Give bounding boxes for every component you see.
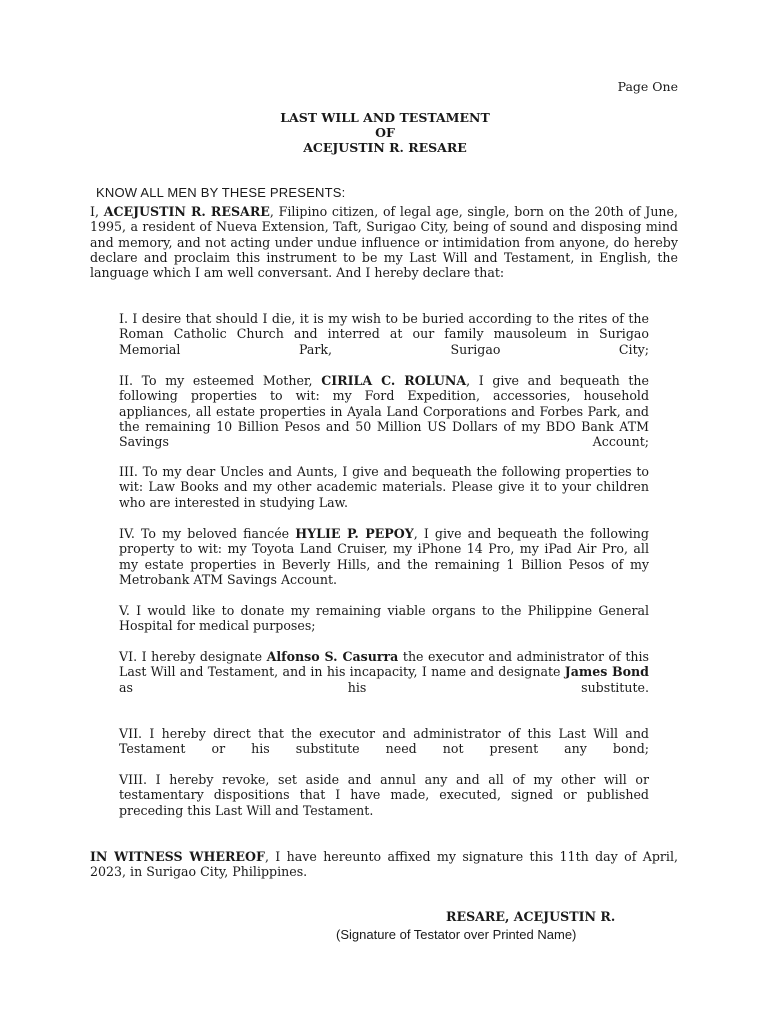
item-iv xyxy=(119,526,649,587)
substitute-name: James Bond xyxy=(564,664,649,680)
item-i: I. I desire that should I die, it is my wish to be buried according to the rites of the Roman Catholic Church and interred at our family mausoleum in Surigao Memorial Park, Surigao City; xyxy=(119,311,649,357)
title-line-2: OF xyxy=(375,125,395,140)
page-number: Page One xyxy=(617,79,678,94)
item-vi-after: as his substitute. xyxy=(119,679,649,695)
item-iv-after: , I give and bequeath the following property to wit: my Toyota Land Cruiser, my iPhone 14 Pro, my iPad Air Pro, all my estate properties in Beverly Hills, and the remaining 1 Billion Pesos of my Metrobank ATM Savings Account. xyxy=(119,526,649,587)
mother-name: CIRILA C. ROLUNA xyxy=(321,373,467,388)
item-ii xyxy=(119,373,649,449)
signature-caption: (Signature of Testator over Printed Name) xyxy=(336,927,577,942)
declaration-prefix: I, xyxy=(90,204,104,219)
witness-heading: IN WITNESS WHEREOF xyxy=(90,849,265,864)
item-iii: III. To my dear Uncles and Aunts, I give and bequeath the following properties to wit: Law Books and my other academic materials. Please give it to your children who are interested in studying Law. xyxy=(119,464,649,510)
signature-name: RESARE, ACEJUSTIN R. xyxy=(446,909,616,924)
declaration-paragraph xyxy=(90,204,678,280)
title-line-3: ACEJUSTIN R. RESARE xyxy=(303,140,467,155)
witness-text: , I have hereunto affixed my signature this 11th day of April, 2023, in Surigao City, Philippines. xyxy=(90,849,678,880)
item-vii: VII. I hereby direct that the executor and administrator of this Last Will and Testament or his substitute need not present any bond; xyxy=(119,726,649,757)
item-vi-before: VI. I hereby designate xyxy=(119,649,267,664)
item-vi xyxy=(119,649,649,695)
item-ii-before: II. To my esteemed Mother, xyxy=(119,373,322,388)
item-vi-middle: the executor and administrator of this Last Will and Testament, and in his incapacity, I name and designate xyxy=(119,649,649,680)
witness-paragraph xyxy=(90,849,678,880)
fiancee-name: HYLIE P. PEPOY xyxy=(295,526,414,541)
item-ii-after: , I give and bequeath the following properties to wit: my Ford Expedition, accessories, household appliances, all estate properties in Ayala Land Corporations and Forbes Park, and the remaining 10 Billion Pesos and 50 Million US Dollars of my BDO Bank ATM Savings Account; xyxy=(119,373,649,450)
item-viii: VIII. I hereby revoke, set aside and annul any and all of my other will or testamentary dispositions that I have made, executed, signed or published preceding this Last Will and Testament. xyxy=(119,772,649,818)
declaration-text: , Filipino citizen, of legal age, single, born on the 20th of June, 1995, a resident of Nueva Extension, Taft, Surigao City, being of sound and disposing mind and memory, and not acting under undue influence or intimidation from anyone, do hereby declare and proclaim this instrument to be my Last Will and Testament, in English, the language which I am well conversant. And I hereby declare that: xyxy=(90,204,679,281)
title-line-1: LAST WILL AND TESTAMENT xyxy=(280,110,490,125)
item-v: V. I would like to donate my remaining viable organs to the Philippine General Hospital for medical purposes; xyxy=(119,603,649,634)
item-iv-before: IV. To my beloved fiancée xyxy=(119,526,296,541)
intro-line: KNOW ALL MEN BY THESE PRESENTS: xyxy=(96,185,346,200)
document-title xyxy=(0,110,768,155)
testator-name: ACEJUSTIN R. RESARE xyxy=(103,204,270,219)
executor-name: Alfonso S. Casurra xyxy=(266,649,399,664)
